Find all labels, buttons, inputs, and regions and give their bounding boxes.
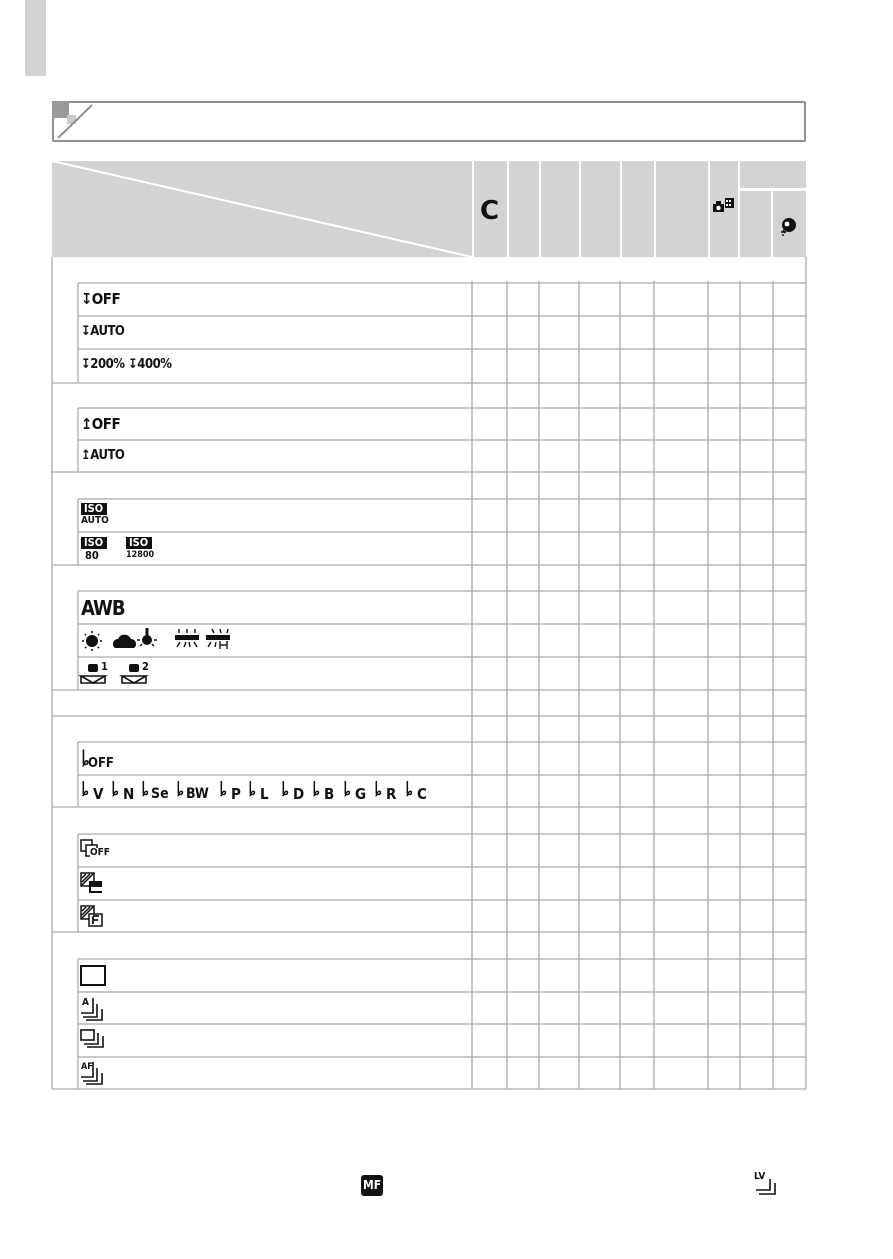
my-color-option: Se bbox=[151, 786, 169, 802]
header-col-8-group bbox=[740, 161, 806, 188]
my-color-option: N bbox=[123, 785, 135, 803]
column-lines bbox=[52, 257, 806, 1089]
my-colors-off-label: OFF bbox=[88, 756, 114, 771]
fluorescent-h-icon bbox=[206, 629, 230, 649]
cloudy-icon bbox=[113, 635, 136, 648]
continuous-af-label: AF bbox=[81, 1062, 93, 1072]
my-color-option: D bbox=[293, 785, 305, 803]
continuous-icon bbox=[81, 1030, 103, 1047]
mf-label: MF bbox=[363, 1178, 382, 1192]
daylight-icon bbox=[82, 631, 102, 651]
header-col-2 bbox=[509, 161, 539, 257]
my-color-option: L bbox=[260, 785, 269, 803]
iso-auto-top: ISO bbox=[84, 502, 104, 515]
exposure-bracket-icon bbox=[81, 873, 102, 893]
header-col-5 bbox=[622, 161, 654, 257]
flash-up-auto-label: ↥AUTO bbox=[81, 448, 125, 463]
flash-auto-label: ↧AUTO bbox=[81, 324, 125, 339]
lv-label: LV bbox=[754, 1171, 766, 1182]
bracket-off-label: OFF bbox=[90, 847, 110, 858]
header-col-4 bbox=[581, 161, 620, 257]
custom-wb-1-sup: 1 bbox=[101, 660, 108, 673]
iso-12800-bottom: 12800 bbox=[126, 550, 155, 560]
iso-80-top: ISO bbox=[84, 536, 104, 549]
focus-bracket-icon bbox=[81, 906, 102, 926]
awb-label: AWB bbox=[81, 596, 125, 620]
my-colors-options: ȴ V ȴ N ȴ Se ȴ BW ȴ P ȴ L ȴ D ȴ B ȴ G ȴ R ȴ C bbox=[81, 778, 427, 803]
iso-auto-bottom: AUTO bbox=[81, 515, 109, 526]
continuous-auto-label: A bbox=[82, 997, 89, 1008]
my-color-option: P bbox=[231, 785, 241, 803]
my-color-option: V bbox=[93, 785, 104, 803]
iso-12800-top: ISO bbox=[129, 536, 149, 549]
single-shot-icon bbox=[81, 966, 105, 985]
iso-80-bottom: 80 bbox=[85, 549, 99, 562]
group-lines bbox=[52, 383, 806, 1089]
custom-wb-2-sup: 2 bbox=[142, 660, 149, 673]
my-color-option: R bbox=[386, 785, 397, 803]
tungsten-icon bbox=[137, 628, 157, 646]
header-col-3 bbox=[541, 161, 579, 257]
my-color-option: C bbox=[417, 785, 427, 803]
header-col-6 bbox=[656, 161, 708, 257]
my-colors-off-icon: ȴ bbox=[81, 746, 90, 770]
my-color-option: BW bbox=[186, 786, 209, 802]
flash-range-label: ↧200% ↧400% bbox=[81, 357, 172, 372]
row-lines bbox=[52, 283, 806, 1057]
header-col-c-label: C bbox=[480, 196, 500, 226]
fluorescent-icon bbox=[175, 629, 199, 647]
flash-up-off-label: ↥OFF bbox=[81, 415, 121, 433]
header-col-8 bbox=[740, 191, 771, 257]
my-color-option: G bbox=[355, 785, 367, 803]
my-color-option: B bbox=[324, 785, 335, 803]
flash-off-label: ↧OFF bbox=[81, 290, 121, 308]
